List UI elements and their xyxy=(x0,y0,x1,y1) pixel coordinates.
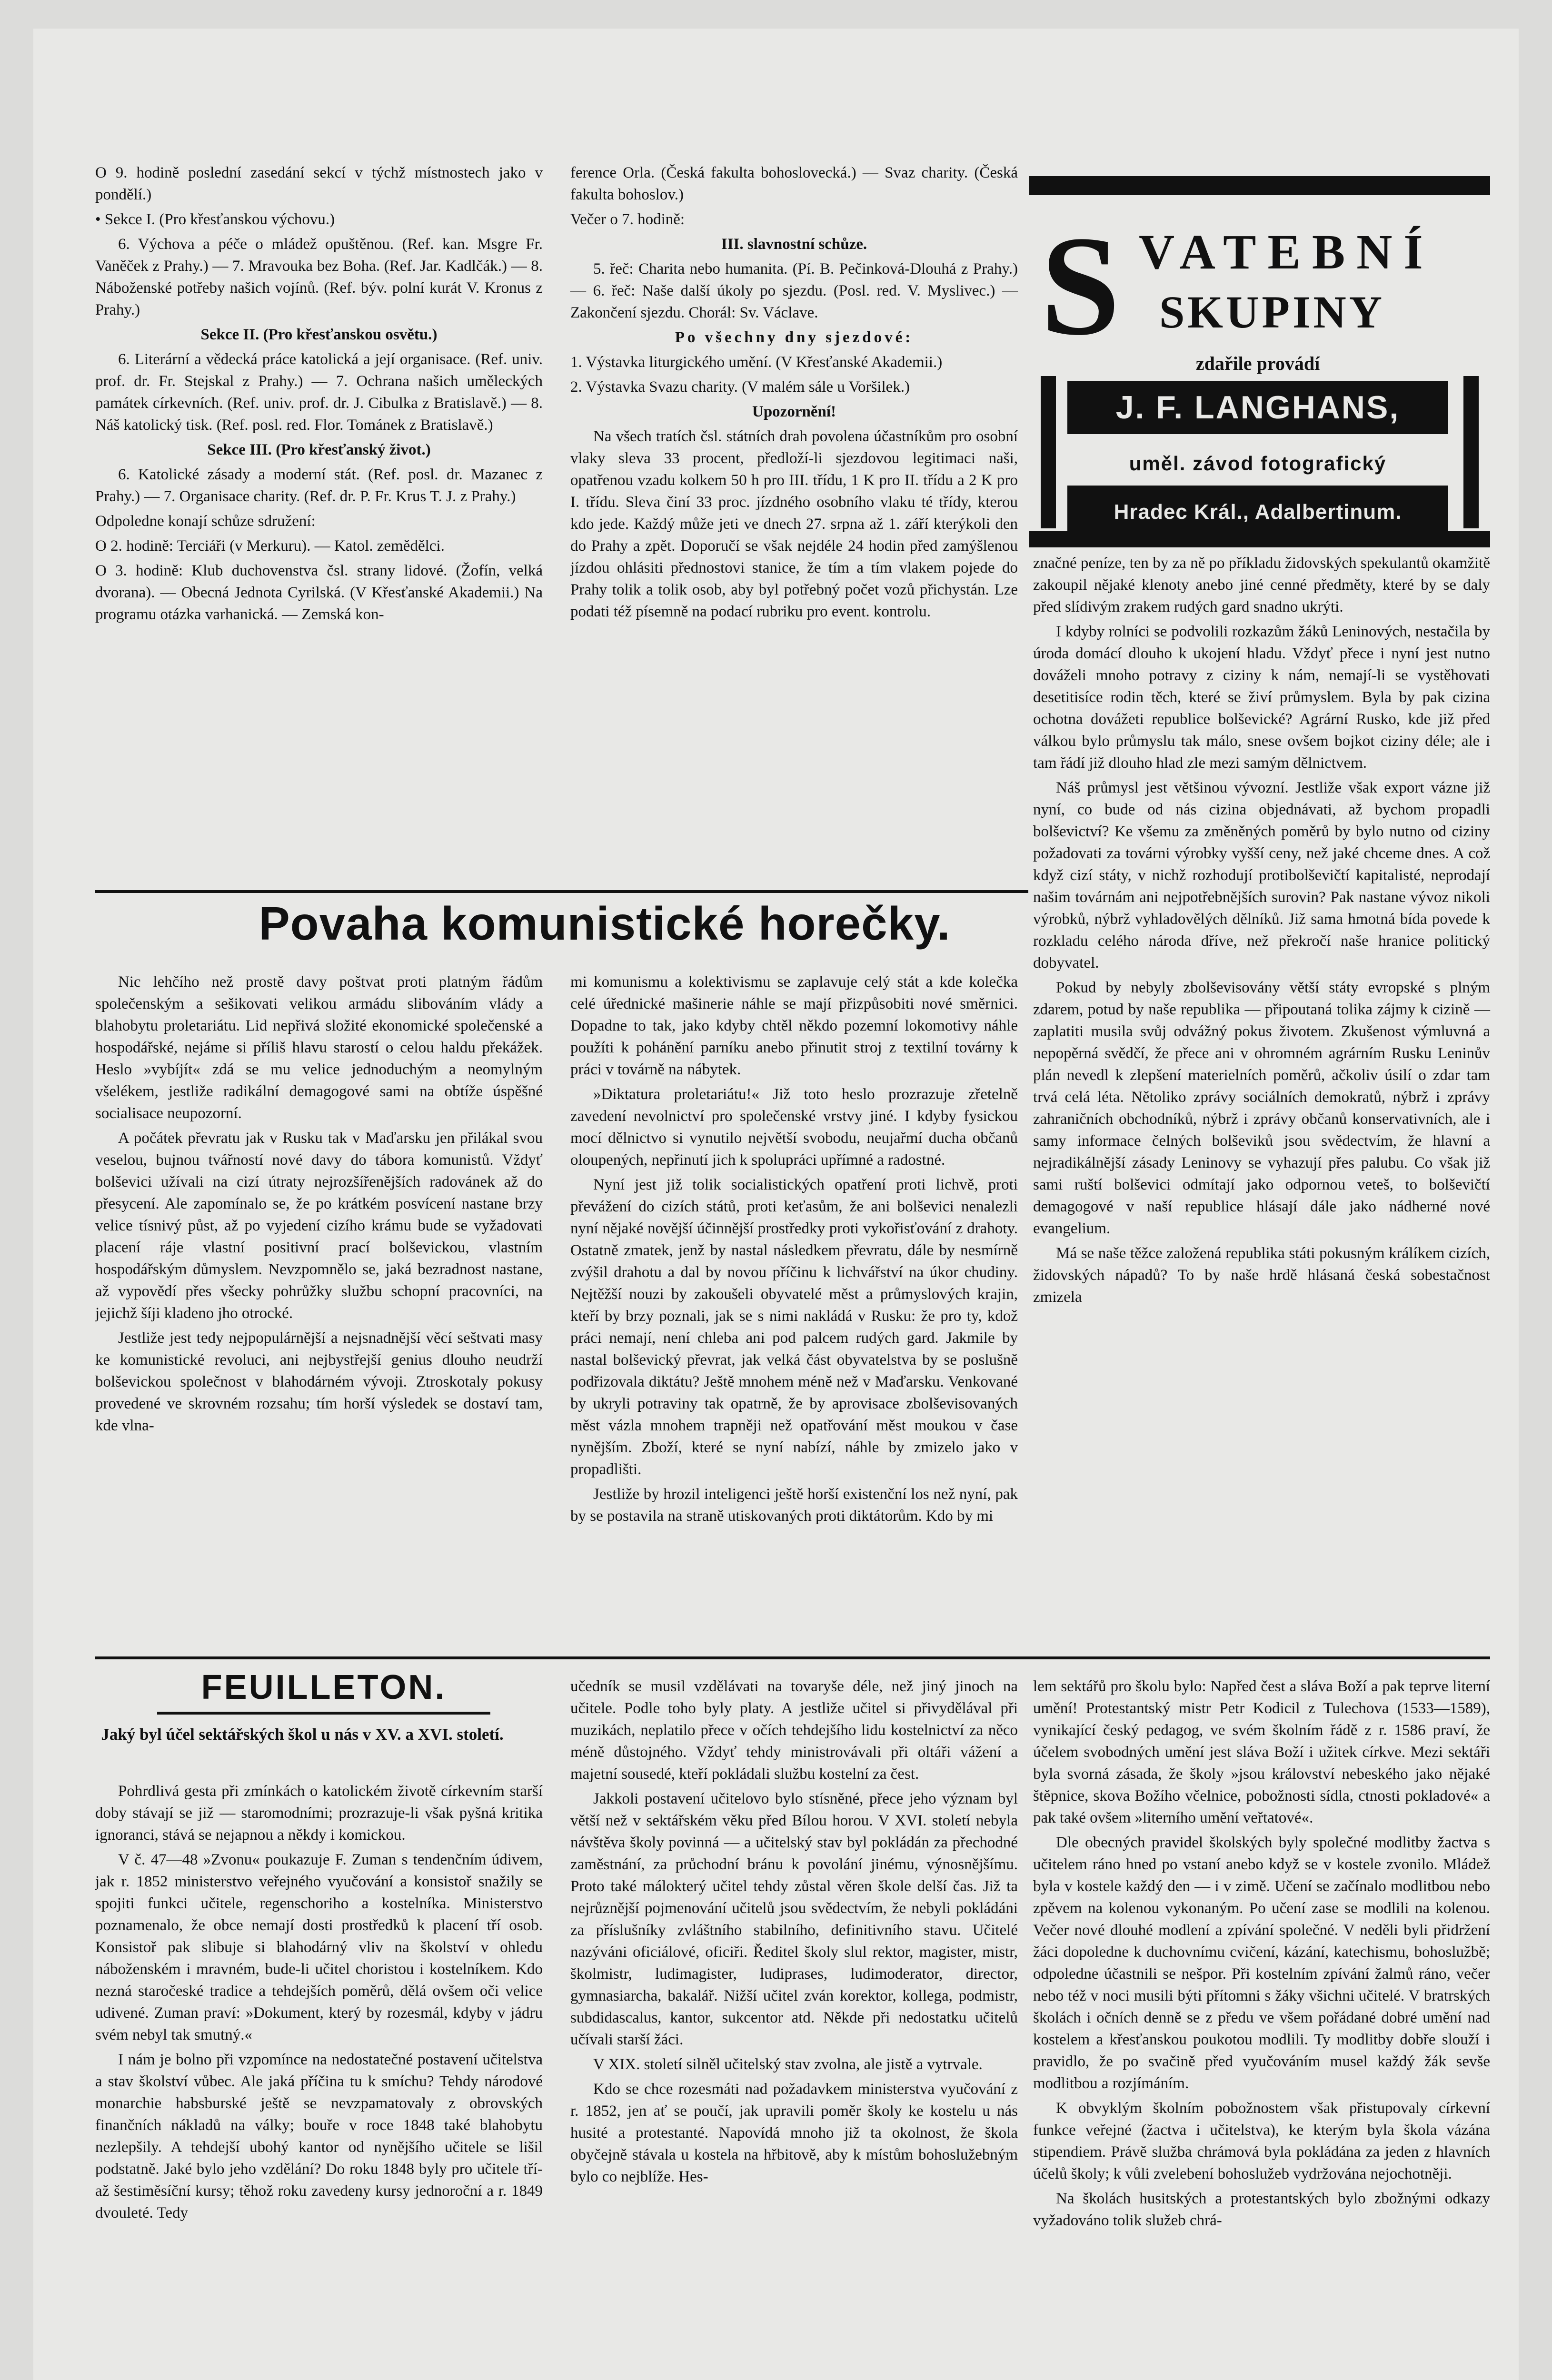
col3-bot-paragraph: K obvyklým školním pobožnostem však přistupovaly církevní funkce veřejné (žactva i učitelstva), ke kterým byla škola vázána stipendiem. Právě služba chrámová byla pokládána za jeden z hlavních účelů školy; k vůli zvelebení bohoslužeb vydržována nejochotněji. xyxy=(1033,2100,1490,2182)
column-2-bottom xyxy=(570,1676,1018,2191)
column-3-bottom xyxy=(1033,1676,1490,2234)
col3-top-paragraph: Pokud by nebyly zbolševisovány větší státy evropské s plným zdarem, potud by naše republika — připoutaná tolika zájmy k cizině — zaplatiti musila svůj odvážný pokus životem. Zkušenost výmluvná a nepopěrná svědčí, že přece ani v ohromném agrárním Rusku Leninův plán nevedl k zlepšení materielních poměrů, ačkoliv úsilí o zdar tam trvá celá léta. Nětoliko zprávy sociálních demokratů, nýbrž i zprávy zahraničních obchodníků, nýbrž i zprávy občanů konservativních, ale i samy informace čelných bolševiků jsou svědectvím, že hlavní a nejradikálnější zásady Leninovy se vyhazují přes palubu. Co však již sami ruští bolševici odmítají jako odpornou veteš, to bolševičtí demagogové v naší republice hlásají dále jako nádherné nové evangelium. xyxy=(1033,979,1490,1237)
col2-mid-paragraph: Jestliže by hrozil inteligenci ještě horší existenční los než nyní, pak by se postavila na straně utiskovaných proti diktátorům. Kdo by mi xyxy=(570,1486,1018,1525)
ad-photographer-name: J. F. LANGHANS, xyxy=(1067,381,1448,434)
rule-top-section xyxy=(95,890,1028,893)
col2-top-paragraph: ference Orla. (Česká fakulta bohoslovecká.) — Svaz charity. (Česká fakulta bohoslov.) xyxy=(570,164,1018,203)
ad-title-line-2: SKUPINY xyxy=(1159,287,1385,337)
col1-top-paragraph: 6. Literární a vědecká práce katolická a její organisace. (Ref. univ. prof. dr. Fr. Stejskal z Prahy.) — 7. Ochrana našich uměleckých památek církevních. (Ref. univ. prof. dr. J. Cibulka z Bratislavě.) — 8. Náš katolický tisk. (Ref. posl. red. Flor. Tománek z Bratislavě.) xyxy=(95,351,543,434)
advertisement-svatebni-skupiny xyxy=(1029,176,1490,547)
col2-top-paragraph: 5. řeč: Charita nebo humanita. (Pí. B. Pečinková-Dlouhá z Prahy.) — 6. řeč: Naše další úkoly po sjezdu. (Posl. red. V. Myslivec.) — Zakončení sjezdu. Chorál: Sv. Václave. xyxy=(570,260,1018,321)
col2-top-paragraph: 1. Výstavka liturgického umění. (V Křesťanské Akademii.) xyxy=(570,354,943,371)
column-3-top xyxy=(1033,552,1490,1311)
col1-mid-paragraph: Nic lehčího než prostě davy poštvat proti platným řádům společenským a sešikovati velikou armádu slibováním vlády a blahobytu proletariátu. Lid nepřivá složité ekonomické společenské a hospodářské, nejáme si příliš hlavu starostí o celou haldu překážek. Heslo »vybíjít« zdá se mu velice jednoduchým a neomylným všelékem, jestliže radikální demagogové sami na obtíže úspěšné socialisace neupozorní. xyxy=(95,973,543,1122)
col3-top-paragraph: Náš průmysl jest většinou vývozní. Jestliže však export vázne již nyní, co bude od nás cizina objednávati, až bychom propadli bolševictví? Ke všemu za změněných poměrů by bylo nutno od ciziny požadovati za továrni výrobky vyšší ceny, než jaké chceme dnes. A což když cizí státy, v nichž rozhodují protibolševičtí kapitalisté, neprodají našim továrnám ani nejpotřebnějších surovin? Pak nastane vývoz nikoli výrobků, nýbrž vyhladovělých dělníků. Již sama hmotná bída povede k rozkladu celého národa dříve, než překročí naše hranice politický dobyvatel. xyxy=(1033,779,1490,972)
col1-top-paragraph: O 9. hodině poslední zasedání sekcí v týchž místnostech jako v pondělí.) xyxy=(95,164,543,203)
column-1-middle xyxy=(95,971,543,1439)
col1-top-paragraph: Sekce III. (Pro křesťanský život.) xyxy=(207,441,431,458)
col2-bot-paragraph: učedník se musil vzdělávati na tovaryše déle, než jiný jinoch na učitele. Podle toho byly platy. A jestliže učitel si přivydělával při muzikách, neplatilo přece v očích tehdejšího lidu kostelnictví za něco méně důstojného. Vždyť tehdy ministrovávali při oltáři vážení a majetní sousedé, kteří pokládali službu kostelní za čest. xyxy=(570,1678,1018,1783)
col2-mid-paragraph: mi komunismu a kolektivismu se zaplavuje celý stát a kde kolečka celé úřednické mašinerie náhle se mají přizpůsobiti nové směrnici. Dopadne to tak, jako kdyby chtěl někdo pozemní lokomotivy náhle použíti k pohánění parníku anebo přinutit stroj z textilní továrny k práci v továrně na nábytek. xyxy=(570,973,1018,1078)
col2-top-paragraph: Upozornění! xyxy=(752,403,836,420)
col3-bot-paragraph: Dle obecných pravidel školských byly společné modlitby žactva s učitelem ráno hned po vstaní anebo když se v kostele zvonilo. Mládež byla v kostele každý den — i v zimě. Učení se začínalo modlitbou nebo zpěvem na kolenou vykonaným. Po učení zase se modlili na kolenou. Večer nové dlouhé modlení a zpívání společné. V neděli byli přidržení žáci dopoledne k duchovnímu cvičení, kázání, katechismu, bohoslužbě; odpoledne účastnili se nešpor. Při kostelním zpívání žalmů ráno, večer nebo též v noci musili býti přítomni s žáky všichni učitelé. V bratrských školách i očních denně se z předu ve všem pořádané dobré umění nad kostelem a křesťanskou poukotou modlili. Ty modlitby dobře slouží i pravidlo, že po svačině před vyučováním musel každý žák sevše modlitbou a rozjímáním. xyxy=(1033,1834,1490,2092)
headline: Povaha komunistické horečky. xyxy=(259,897,951,950)
col1-bot-paragraph: I nám je bolno při vzpomínce na nedostatečné postavení učitelstva a stav školství vůbec. Ale jaká příčina tu k smíchu? Tehdy národové monarchie habsburské ještě se nevzpamatovaly z obrovských finančních nákladů na války; bouře v roce 1848 také blahobytu nezlepšily. A tehdejší ubohý kantor od nynějšího učitele se lišil podstatně. Jaké bylo jeho vzdělání? Do roku 1848 byly pro učitele tří- až šestiměsíční kursy; těhož roku zavedeny kursy jednoroční a r. 1849 dvouleté. Tedy xyxy=(95,2051,543,2221)
column-1-bottom xyxy=(95,1780,543,2227)
col2-top-paragraph: Na všech tratích čsl. státních drah povolena účastníkům pro osobní vlaky sleva 33 procent, předloží-li sjezdovou legitimaci naši, opatřenou vzadu kolkem 50 h pro III. třídu, 1 K pro II. třídu a 2 K pro I. třídu. Sleva činí 33 proc. jízdného osobního vlaku té třídy, kterou kdo jede. Každý může jeti ve dnech 27. srpna až 1. září kterýkoli den do Prahy a zpět. Doporučí se však nejdéle 24 hodin před zamýšlenou jízdou ohlásiti přednostovi stanice, že tím a tím vlakem pojede do Prahy tolik a tolik osob, aby byl potřebný počet vozů přichystán. Lze podati též písemně na podací rubriku pro event. kontrolu. xyxy=(570,428,1018,620)
ad-bar-left xyxy=(1041,376,1056,528)
col2-bot-paragraph: V XIX. století silněl učitelský stav zvolna, ale jistě a vytrvale. xyxy=(593,2056,983,2073)
col1-top-paragraph: O 3. hodině: Klub duchovenstva čsl. strany lidové. (Žofín, velká dvorana). — Obecná Jednota Cyrilská. (V Křesťanské Akademii.) Na programu otázka varhanická. — Zemská kon- xyxy=(95,562,543,623)
col1-top-paragraph: 6. Katolické zásady a moderní stát. (Ref. posl. dr. Mazanec z Prahy.) — 7. Organisace charity. (Ref. dr. P. Fr. Krus T. J. z Prahy.) xyxy=(95,466,543,505)
ad-studio: uměl. závod fotografický xyxy=(1129,452,1387,475)
col2-mid-paragraph: »Diktatura proletariátu!« Již toto heslo prozrazuje zřetelně zavedení nevolnictví pro společenské vrstvy jiné. I kdyby fysickou mocí dělnictvo si vynutilo největší svobodu, neujařmí ducha občanů oloupených, nepřinutí jich k spolupráci upřímné a radostné. xyxy=(570,1086,1018,1169)
col3-bot-paragraph: lem sektářů pro školu bylo: Napřed čest a sláva Boží a pak teprve literní umění! Protestantský mistr Petr Kodicil z Tulechova (1533—1589), vynikající český pedagog, ve svém školním řádě z r. 1586 praví, že účelem svobodných umění jest sláva Boží i užitek církve. Mezi sektáři byla svorná zásada, že školy »jsou království nebeského jako nějaké štěpnice, skova Božího včelnice, pobožnosti sídla, ctnosti pokladové« a pak také ovšem »literního umění veřtatové«. xyxy=(1033,1678,1490,1826)
col1-top-paragraph: O 2. hodině: Terciáři (v Merkuru). — Katol. zemědělci. xyxy=(95,537,445,555)
col1-bot-paragraph: V č. 47—48 »Zvonu« poukazuje F. Zuman s tendenčním údivem, jak r. 1852 ministerstvo veřejného vyučování a konsistoř snažily se spojiti funkci učitele, regenschoriho a kostelníka. Ministerstvo poznamenalo, že obce nemají dosti prostředků k placení tří osob. Konsistoř pak slibuje si blahodárný vliv na školství v ohledu náboženském i mravném, bude-li učitel choristou i kostelníkem. Kdo nezná staročeské tradice a tehdejších poměrů, dělá ovšem oči velice udivené. Zuman praví: »Dokument, který by rozesmál, kdyby v jádru svém nebyl tak smutný.« xyxy=(95,1851,543,2043)
col3-top-paragraph: I kdyby rolníci se podvolili rozkazům žáků Leninových, nestačila by úroda domácí dlouho k ukojení hladu. Vždyť přece i nyní jest nutno dováželi mnoho potravy z ciziny k nám, nemají-li se vystěhovati desetitisíce rodin těch, které se živí průmyslem. Byla by pak cizina ochotna dovážeti republice bolševické? Agrární Rusko, kde již před válkou bylo průmyslu tak málo, snese ovšem bojkot ciziny déle; ale i tam řádí již dlouho hlad zle mezi samým dělnictvem. xyxy=(1033,623,1490,772)
col2-mid-paragraph: Nyní jest již tolik socialistických opatření proti lichvě, proti převážení do cizích států, proti keťasům, že ani bolševici nenalezli nyní nějaké novější účinnější prostředky proti vykořisťování z drahoty. Ostatně zmatek, jenž by nastal následkem převratu, dále by nesmírně zvýšil drahotu a dal by novou příčinu k lichvářství na úkor chudiny. Nejtěžší nouzi by zakoušeli obyvatelé měst a průmyslových krajin, kteří by brzy poznali, jak se s nimi nakládá v Rusku: že pro ty, kdož práci nemají, není chleba ani pod palcem rudých gard. Jakmile by nastal bolševický převrat, jak velká část obyvatelstva by se poslušně podřizovala diktátu? Ještě mnohem méně než v Maďarsku. Venkované by ukryli potraviny tak opatrně, že by aprovisace zbolševisovaných měst vázla mnohem trapněji než opatřování měst moukou v čase nynějším. Zboží, které se nyní nabízí, náhle by zmizelo jako v propadlišti. xyxy=(570,1176,1018,1478)
col3-top-paragraph: Má se naše těžce založená republika státi pokusným králíkem cizích, židovských nápadů? To by naše hrdě hlásaná česká sobestačnost zmizela xyxy=(1033,1245,1490,1306)
col1-top-paragraph: 6. Výchova a péče o mládež opuštěnou. (Ref. kan. Msgre Fr. Vaněček z Prahy.) — 7. Mravouka bez Boha. (Ref. Jar. Kadlčák.) — 8. Náboženské potřeby našich vojínů. (Ref. býv. polní kurát V. Kronus z Prahy.) xyxy=(95,236,543,318)
col1-bot-paragraph: Pohrdlivá gesta při zmínkách o katolickém životě církevním starší doby stávají se již — staromodními; prozrazuje-li však pyšná kritika ignoranci, stává se nejapnou a někdy i komickou. xyxy=(95,1783,543,1844)
ad-provides: zdařile provádí xyxy=(1195,353,1320,374)
rule-feuilleton-title xyxy=(157,1712,490,1715)
ad-initial: S xyxy=(1041,207,1120,365)
col2-top-paragraph: 2. Výstavka Svazu charity. (V malém sále u Voršilek.) xyxy=(570,378,910,396)
col3-top-paragraph: značné peníze, ten by za ně po příkladu židovských spekulantů okamžitě zakoupil nějaké klenoty anebo jiné cenné předměty, které by se daly před slídivým zrakem rudých gard snadno ukrýti. xyxy=(1033,555,1490,615)
col2-top-paragraph: III. slavnostní schůze. xyxy=(721,236,867,253)
column-2-top xyxy=(570,162,1018,625)
col1-mid-paragraph: A počátek převratu jak v Rusku tak v Maďarsku jen přilákal svou veselou, bujnou tvářností nové davy do tábora komunistů. Vždyť bolševici užívali na cizí útraty nejrozšířenějších radovánek až do přesycení. Ale zapomínalo se, že po krátkém posvícení nastane brzy velice tísnivý půst, až po vyjedení cizího krámu bude se vyžadovati placení ráje vlastní positivní prací bolševickou, vlastním hospodářským důmyslem. Nevzpomnělo se, jaká bezradnost nastane, až vypovědí přes všecky pohrůžky službu schopní pracovníci, na jejichž šíji kladeno jho otrocké. xyxy=(95,1130,543,1322)
ad-address: Hradec Král., Adalbertinum. xyxy=(1067,486,1448,539)
col2-bot-paragraph: Jakkoli postavení učitelovo bylo stísněné, přece jeho význam byl větší než v sektářském věku před Bílou horou. V XVI. století nebyla návštěva školy povinná — a učitelský stav byl pokládán za přechodné zaměstnání, za průchodní bránu k povolání jinému, výnosnějšímu. Proto také málokterý učitel tehdy zůstal věren škole delší čas. Již ta nejrůznější pojmenování učitelů jsou svědectvím, že nebyli pokládáni za příslušníky zvláštního stabilního, definitivního stavu. Učitelé nazýváni oficiálové, oficiři. Ředitel školy slul rektor, magister, mistr, školmistr, ludimagister, ludiprases, ludimoderator, director, gymnasiarcha, bakalář. Nižší učitel zván korektor, kollega, podmistr, subdidascalus, kantor, sukcentor atd. Někde při nedostatku učitelů učívali starší žáci. xyxy=(570,1790,1018,2048)
col1-mid-paragraph: Jestliže jest tedy nejpopulárnější a nejsnadnější věcí seštvati masy ke komunistické revoluci, ani nejbystřejší genius dlouho neudrží bolševickou společnost v blahodárném vývoji. Ztroskotaly pokusy provedené ve skrovném rozsahu; tím horší výsledek se dostaví tam, kde vlna- xyxy=(95,1329,543,1434)
col2-top-paragraph: Večer o 7. hodině: xyxy=(570,211,685,228)
col2-bot-paragraph: Kdo se chce rozesmáti nad požadavkem ministerstva vyučování z r. 1852, jen ať se poučí, jak upravili poměr školy ke kostelu u nás husité a protestanté. Napovídá mnoho již ta okolnost, že škola obyčejně stávala u kostela na hřbitově, aby k místům bohoslužebným bylo co nejblíže. Hes- xyxy=(570,2081,1018,2185)
ad-bar-right xyxy=(1463,376,1479,528)
column-1-top xyxy=(95,162,543,628)
rule-feuilleton xyxy=(95,1656,1490,1659)
col1-top-paragraph: Odpoledne konají schůze sdružení: xyxy=(95,513,316,530)
col3-bot-paragraph: Na školách husitských a protestantských bylo zbožnými odkazy vyžadováno tolik služeb chrá- xyxy=(1033,2190,1490,2229)
column-2-middle xyxy=(570,971,1018,1530)
feuilleton-title: FEUILLETON. xyxy=(201,1668,447,1706)
col2-top-paragraph: Po všechny dny sjezdové: xyxy=(675,329,914,346)
col1-top-paragraph: Sekce II. (Pro křesťanskou osvětu.) xyxy=(200,326,438,343)
col1-top-paragraph: • Sekce I. (Pro křesťanskou výchovu.) xyxy=(95,211,335,228)
ad-title-line-1: VATEBNÍ xyxy=(1139,225,1434,279)
feuilleton-subtitle: Jaký byl účel sektářských škol u nás v XV. a XVI. století. xyxy=(101,1725,504,1744)
